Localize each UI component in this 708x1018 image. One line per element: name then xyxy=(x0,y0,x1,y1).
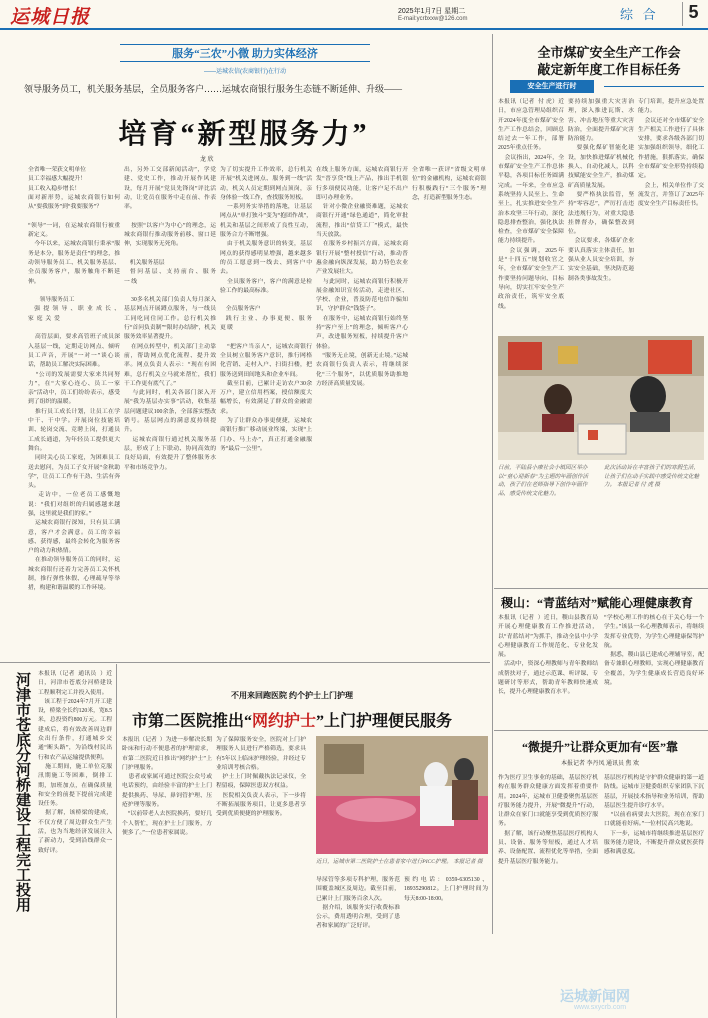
coal-tag-rule xyxy=(604,86,704,87)
feature-byline: 龙 欣 xyxy=(200,157,214,163)
feature-col-3: 为了切实提升工作效率，总行机关开展“机关进网点、服务到一线”活动，机关人员定期到网点顶岗，亲身体验一线工作，查找服务短板。 一系列务实举措的落地，让基层网点从“单打独斗”变为“抱团作战”，机关和基层之间形成了良性互动，服务合力不断增强。 由于机关服务意识的转变，基层网点的获得感明显增强，越来越多的员工愿意到一线去、到客户中去。 全员服务客户，客户的满意是检验工作的最高标准。 全员服务客户 践 行 主 业 、 办 事 更 便 、 服 务 更 暖 “把客户当亲人”，运城农商银行全员树立服务客户意识，推行网格化营销、走村入户、扫街扫楼，把服务送到田间地头和企业车间。 截至目前，已累计走访农户30余万户，建立信用档案，授信额度大幅增长，有效满足了群众的金融需求。 为了让群众办事更便捷，运城农商银行推广移动展业终端，实现“上门办、马上办”，真正打通金融服务“最后一公里”。 xyxy=(220,167,312,452)
feature-col-2: 出，另外工交部新闻活动”，学党建、党史工作，推动开展作风建设，每月开展“党员先锋岗”评比活动，让党员在服务中走在前、作表率。 按照“以客户为中心”的理念，运城农商银行推动服务前移、窗口延伸，实现服务无死角。 机关服务基层 督 问 基 层 、 支 持 前 台 、 服 务 一 线 30多名机关部门负责人每月深入基层网点开展蹲点服务，与一线员工同吃同住同工作。总行机关推行“首问负责制”“限时办结制”，机关服务效率显著提升。 在网点转型中，机关部门主动靠前，帮助网点优化流程、提升效率。网点负责人表示：“现在有困难，总行机关立马就来帮忙，我们干工作更有底气了。” 与此同时，机关各部门深入开展“我为基层办实事”活动，收集基层问题建议100余条，全部落实整改销号。基层网点的满意度持续提升。 运城农商银行通过机关服务基层，形成了上下联动、协同高效的良好局面，有效提升了整体服务水平和市场竞争力。 xyxy=(124,167,216,471)
home-nursing-photo xyxy=(316,736,488,854)
newspaper-logo: 运城日报 xyxy=(10,6,91,28)
hospital-title-post: ”上门护理便民服务 xyxy=(316,713,453,730)
nursing-illustration xyxy=(316,736,488,854)
hospital-col-1: 本报讯（记者 ）为进一步解决长期卧床和行动不便患者的护理需求，市第二医院近日推出“网约护士”上门护理服务。 患者或家属可通过医院公众号或电话预约，由经验丰富的护士上门提供换药、导尿、鼻饲管护理、压疮护理等服务。 “以前带老人去医院换药，要好几个人帮忙，现在护士上门服务，方便多了。”一位患者家属说。 xyxy=(122,737,213,836)
photo-caption-right: 此次活动旨在丰富孩子们的寒假生活，让孩子们在动手实践中感受传统文化魅力。 本报记者 付 虎 摄 xyxy=(604,465,700,489)
feature-col-1: 全省唯一荣获文明单位 员工幸福感大幅提升！ 员工收入稳步增长！ 面对新形势，运城农商银行如何从“要我服务”到“我要服务”？ “领导”一词，在运城农商银行被重新定义。 今年以来，运城农商银行秉承“服务是本分，服务是责任”的理念，推动领导服务员工、机关服务基层、全员服务客户，服务触角不断延伸。 领导服务员工 强 提 领 导 、 职 业 成 长 、 家 庭 关 爱 高管层面，要求高管班子成员深入基层一线，定期走访网点、倾听员工声音，开展“一对一”谈心谈话，帮助员工解决实际困难。 “公司的发展需要大家来共同努力”，在“大家心连心、员工一家亲”活动中，员工们纷纷表示，感受到了组织的温暖。 推行员工成长计划，让员工在学中干、干中学。开展岗位技能培训、轮岗交流、竞聘上岗，打通员工成长通道，为年轻员工提供更大舞台。 同时关心员工家庭，为困难员工送去慰问，为员工子女开展“金秋助学”，让员工工作有干劲、生活有奔头。 走访中，一位老员工感慨地说：“我们对组织的归属感越来越强，这里就是我们的家。” 运城农商银行深知，只有员工满意，客户才会满意。员工的幸福感、获得感，最终会转化为服务客户的动力和热情。 在推动领导服务员工的同时，运城农商银行还着力完善员工关怀机制，推行弹性休假、心理疏导等举措，构建和谐温暖的工作环境。 xyxy=(28,167,121,592)
hospital-col-2: 为了保障服务安全，医院对上门护理服务人员进行严格筛选，要求具有5年以上临床护理经验，并经过专业培训考核合格。 护士上门时佩戴执法记录仪，全程留痕，保障医患双方权益。 医院相关负责人表示，下一步将不断拓展服务项目，让更多患者享受到优质便捷的护理服务。 xyxy=(216,737,306,818)
canal-title: 河津市苍底分河桥建设工程完工投用 xyxy=(14,672,30,912)
feature-title: 培育“新型服务力” xyxy=(118,119,370,150)
hospital-kicker: 不用来回跑医院 约个护士上门护理 xyxy=(231,691,353,700)
masthead xyxy=(0,0,708,30)
feature-col-4: 在线上服务方面，运城农商银行开发“晋享贷”线上产品，推出手机银行多项便民功能，让客户足不出户即可办理业务。 针对小微企业融资难题，运城农商银行开通“绿色通道”，简化审批流程，推出“信贷工厂”模式，最快当天放款。 在服务乡村振兴方面，运城农商银行开展“整村授信”行动，推动普惠金融向纵深发展，助力特色农业产业发展壮大。 与此同时，运城农商银行积极开展金融知识宣传活动，走进社区、学校、企业，普及防范电信诈骗知识，守护群众“钱袋子”。 在服务中，运城农商银行始终坚持“客户至上”的理念，倾听客户心声，改进服务短板，持续提升客户体验。 “服务无止境，创新无止境。”运城农商银行负责人表示，将继续深化“三个服务”，以优质服务助推地方经济高质量发展。 xyxy=(316,167,409,387)
hospital-title-pre: 市第二医院推出“ xyxy=(131,713,252,730)
hospital-col-4: 预约电话：0359-6305130、18935290812。上门护理时间为每天8:00-18:00。 xyxy=(404,877,488,902)
new-year-art-photo xyxy=(498,336,704,460)
doctor-col-2: 基层医疗机构是守护群众健康的第一道防线。运城市卫健委组织专家团队下沉基层，开展技术指导和业务培训，帮助基层医生提升诊疗水平。 “以前看病要去大医院，现在在家门口就能看好病。”一位村民高兴地说。 下一步，运城市将继续推进基层医疗服务能力建设，不断提升群众就医获得感和满意度。 xyxy=(604,775,704,856)
coal-tag: 安全生产进行时 xyxy=(510,80,594,93)
photo-caption-left: 日前，平陆县小康社会小镇园区举办以“童心迎新春”为主题的年画创作活动，孩子们在老师指导下创作年画作品，感受传统文化魅力。 xyxy=(498,465,589,497)
health-title: 稷山：“青蓝结对”赋能心理健康教育 xyxy=(500,596,693,610)
canal-body: 本报讯（记者 通讯员 ）近日，河津市苍底分河桥建设工程顺利完工并投入使用。 该工程于2024年7月开工建设，桥梁全长约120米，宽8.5米，总投资约800万元。工程建成后，将有效改善周边群众出行条件，打通城乡交通“断头路”，为沿线村民出行和农产品运输提供便利。 施工期间，施工单位克服汛期施工等困难，倒排工期，加班加点，在确保质量和安全的前提下提前完成建设任务。 据了解，该桥梁的建成，不仅方便了周边群众生产生活，也为当地经济发展注入了新动力，受到沿线群众一致好评。 xyxy=(38,671,112,854)
watermark-url: www.sxycrb.com xyxy=(574,1004,627,1011)
column-divider xyxy=(492,34,493,934)
photo-illustration xyxy=(498,336,704,460)
coal-divider xyxy=(494,588,708,589)
page-number: 5 xyxy=(682,2,704,26)
health-col-2: “学校心理工作的核心在于关心每一个学生。”该县一名心理教师表示，将继续发挥专业优势，为学生心理健康保驾护航。 据悉，稷山县已建成心理辅导室，配备专兼职心理教师，实现心理健康教育全覆盖，为学生健康成长营造良好环境。 xyxy=(604,615,704,687)
doctor-title: “微提升”让群众更加有“医”靠 xyxy=(521,740,678,754)
coal-col-1: 本报讯（记者 付 虎）近日，市应急管理局组织召开2024年度全市煤矿安全生产工作总结会，回顾总结过去一年工作，部署2025年重点任务。 会议指出，2024年，全市煤矿安全生产工作总体平稳，各项目标任务圆满完成。一年来，全市应急系统坚持人民至上、生命至上，扎实推进安全生产治本攻坚三年行动，深化隐患排查整治，强化执法检查，全市煤矿安全保障能力持续提升。 会议强调，2025年是“十四五”规划收官之年，全市煤矿安全生产工作要坚持问题导向、目标导向，切实扛牢安全生产政治责任，筑牢安全底线。 xyxy=(498,99,564,310)
health-col-1: 本报讯（记者 ）近日，稷山县教育局开展心理健康教育工作推进活动，以“青蓝结对”为抓手，推动全县中小学心理健康教育工作规范化、专业化发展。 活动中，资深心理教师与青年教师结成帮扶对子，通过示范课、听评课、专题研讨等形式，帮助青年教师快速成长，提升心理健康教育水平。 xyxy=(498,615,598,696)
feature-divider xyxy=(0,662,490,663)
doctor-col-1: 作为医疗卫生事业的基础，基层医疗机构在服务群众健康方面发挥着重要作用。2024年，运城市卫健委聚焦基层医疗服务能力提升，开展“微提升”行动，让群众在家门口就能享受到优质医疗服务。 据了解，该行动聚焦基层医疗机构人员、设备、服务等短板，通过人才培养、设备配置、流程优化等举措，全面提升基层医疗服务能力。 xyxy=(498,775,598,865)
feature-banner-sub: ——运城农信(农商银行)在行动 xyxy=(204,69,286,75)
feature-col-5: 全省唯一获评“省级文明单位”的金融机构，运城农商银行积极践行“三个服务”理念，打造新型服务生态。 xyxy=(412,167,486,201)
watermark-brand: 运城新闻网 xyxy=(560,988,630,1004)
hospital-col-3: 导尿管等多项专科护理，服务范围覆盖城区及周边。截至目前，已累计上门服务百余人次。 据介绍，该服务实行收费标准公示，费用透明合理，受到了患者和家属的广泛好评。 xyxy=(316,877,400,930)
hospital-title xyxy=(122,708,462,731)
health-divider xyxy=(494,730,708,731)
doctor-byline: 本报记者 李丹凤 通讯员 焦 欢 xyxy=(560,761,639,767)
hospital-title-highlight: 网约护士 xyxy=(251,713,316,730)
issue-date: 2025年1月7日 星期二 xyxy=(398,8,466,15)
coal-col-3: 专门培训，提升应急处置能力。 会议还对全市煤矿安全生产相关工作进行了具体安排，要求各级各部门切实加强组织领导，细化工作措施，狠抓落实，确保全市煤矿安全形势持续稳定。 会上，相关单位作了交流发言，并签订了2025年度安全生产目标责任书。 xyxy=(638,99,704,208)
coal-title: 全市煤矿安全生产工作会 敲定新年度工作目标任务 xyxy=(537,45,681,77)
contact-email: E-mail:ycrbxxw@126.com xyxy=(398,16,468,22)
feature-kicker: 领导服务员工，机关服务基层，全员服务客户……运城农商银行服务生态链不断延伸、升级—— xyxy=(24,84,403,94)
canal-divider xyxy=(116,664,117,1018)
section-name: 综 合 xyxy=(620,7,659,22)
site-watermark xyxy=(540,986,706,1016)
coal-col-2: 要持续加强重大灾害治理，深入推进瓦斯、水害、冲击地压等重大灾害防治，全面提升煤矿灾害防治能力。 要强化煤矿智能化建设，加快推进煤矿机械化换人、自动化减人，以科技赋能安全生产，推动煤矿高质量发展。 要严格执法监管，坚持“零容忍”，严厉打击违法违规行为，对重大隐患挂牌督办，确保整改到位。 会议要求，各煤矿企业要认真落实主体责任，加强从业人员安全培训，夯实安全基础，坚决防范遏制各类事故发生。 xyxy=(568,99,634,282)
feature-banner: 服务“三农”小微 助力实体经济 xyxy=(120,44,370,62)
hospital-photo-caption: 近日，运城市第二医院护士在患者家中进行PICC护理。 本报记者 摄 xyxy=(316,859,483,865)
